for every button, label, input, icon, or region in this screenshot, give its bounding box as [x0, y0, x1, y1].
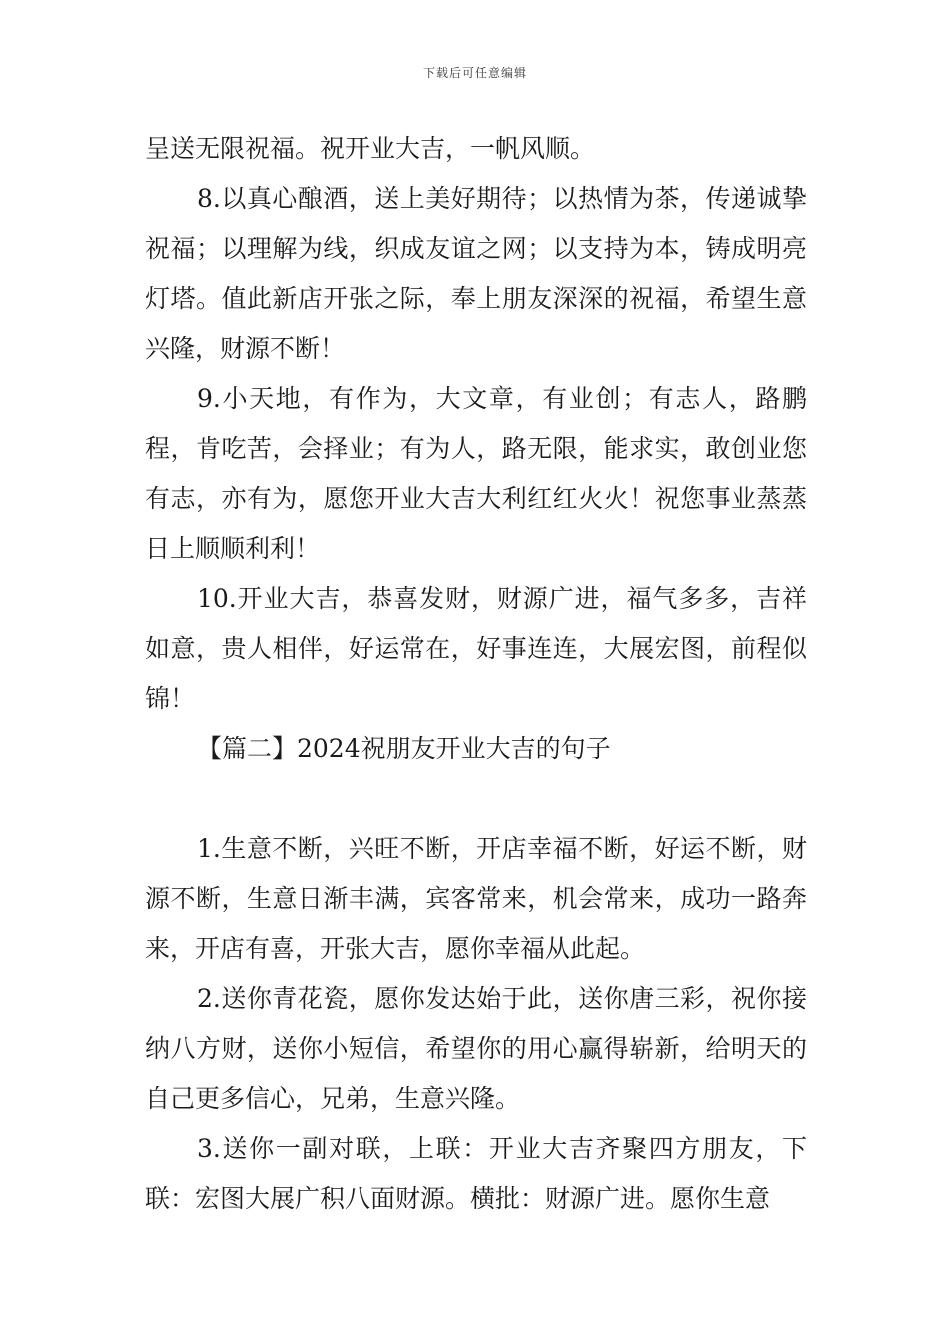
section-paragraph-2: 2.送你青花瓷，愿你发达始于此，送你唐三彩，祝你接纳八方财，送你小短信，希望你的用心赢得崭新，给明天的自己更多信心，兄弟，生意兴隆。 — [145, 984, 807, 1113]
paragraph-continuation: 呈送无限祝福。祝开业大吉，一帆风顺。 — [145, 134, 596, 163]
section-paragraph-3: 3.送你一副对联，上联：开业大吉齐聚四方朋友，下联：宏图大展广积八面财源。横批：财源广进。愿你生意 — [145, 1134, 807, 1213]
blank-line — [145, 774, 807, 824]
document-body — [145, 124, 807, 1224]
paragraph-10: 10.开业大吉，恭喜发财，财源广进，福气多多，吉祥如意，贵人相伴，好运常在，好事连连，大展宏图，前程似锦！ — [145, 584, 807, 713]
section-paragraph-1: 1.生意不断，兴旺不断，开店幸福不断，好运不断，财源不断，生意日渐丰满，宾客常来，机会常来，成功一路奔来，开店有喜，开张大吉，愿你幸福从此起。 — [145, 834, 807, 963]
section-title: 【篇二】2024祝朋友开业大吉的句子 — [197, 734, 611, 763]
page-header: 下载后可任意编辑 — [422, 66, 527, 80]
paragraph-9: 9.小天地，有作为，大文章，有业创；有志人，路鹏程，肯吃苦，会择业；有为人，路无限，能求实，敢创业您有志，亦有为，愿您开业大吉大利红红火火！祝您事业蒸蒸日上顺顺利利！ — [145, 384, 807, 563]
paragraph-8: 8.以真心酿酒，送上美好期待；以热情为茶，传递诚挚祝福；以理解为线，织成友谊之网；以支持为本，铸成明亮灯塔。值此新店开张之际，奉上朋友深深的祝福，希望生意兴隆，财源不断！ — [145, 184, 807, 363]
